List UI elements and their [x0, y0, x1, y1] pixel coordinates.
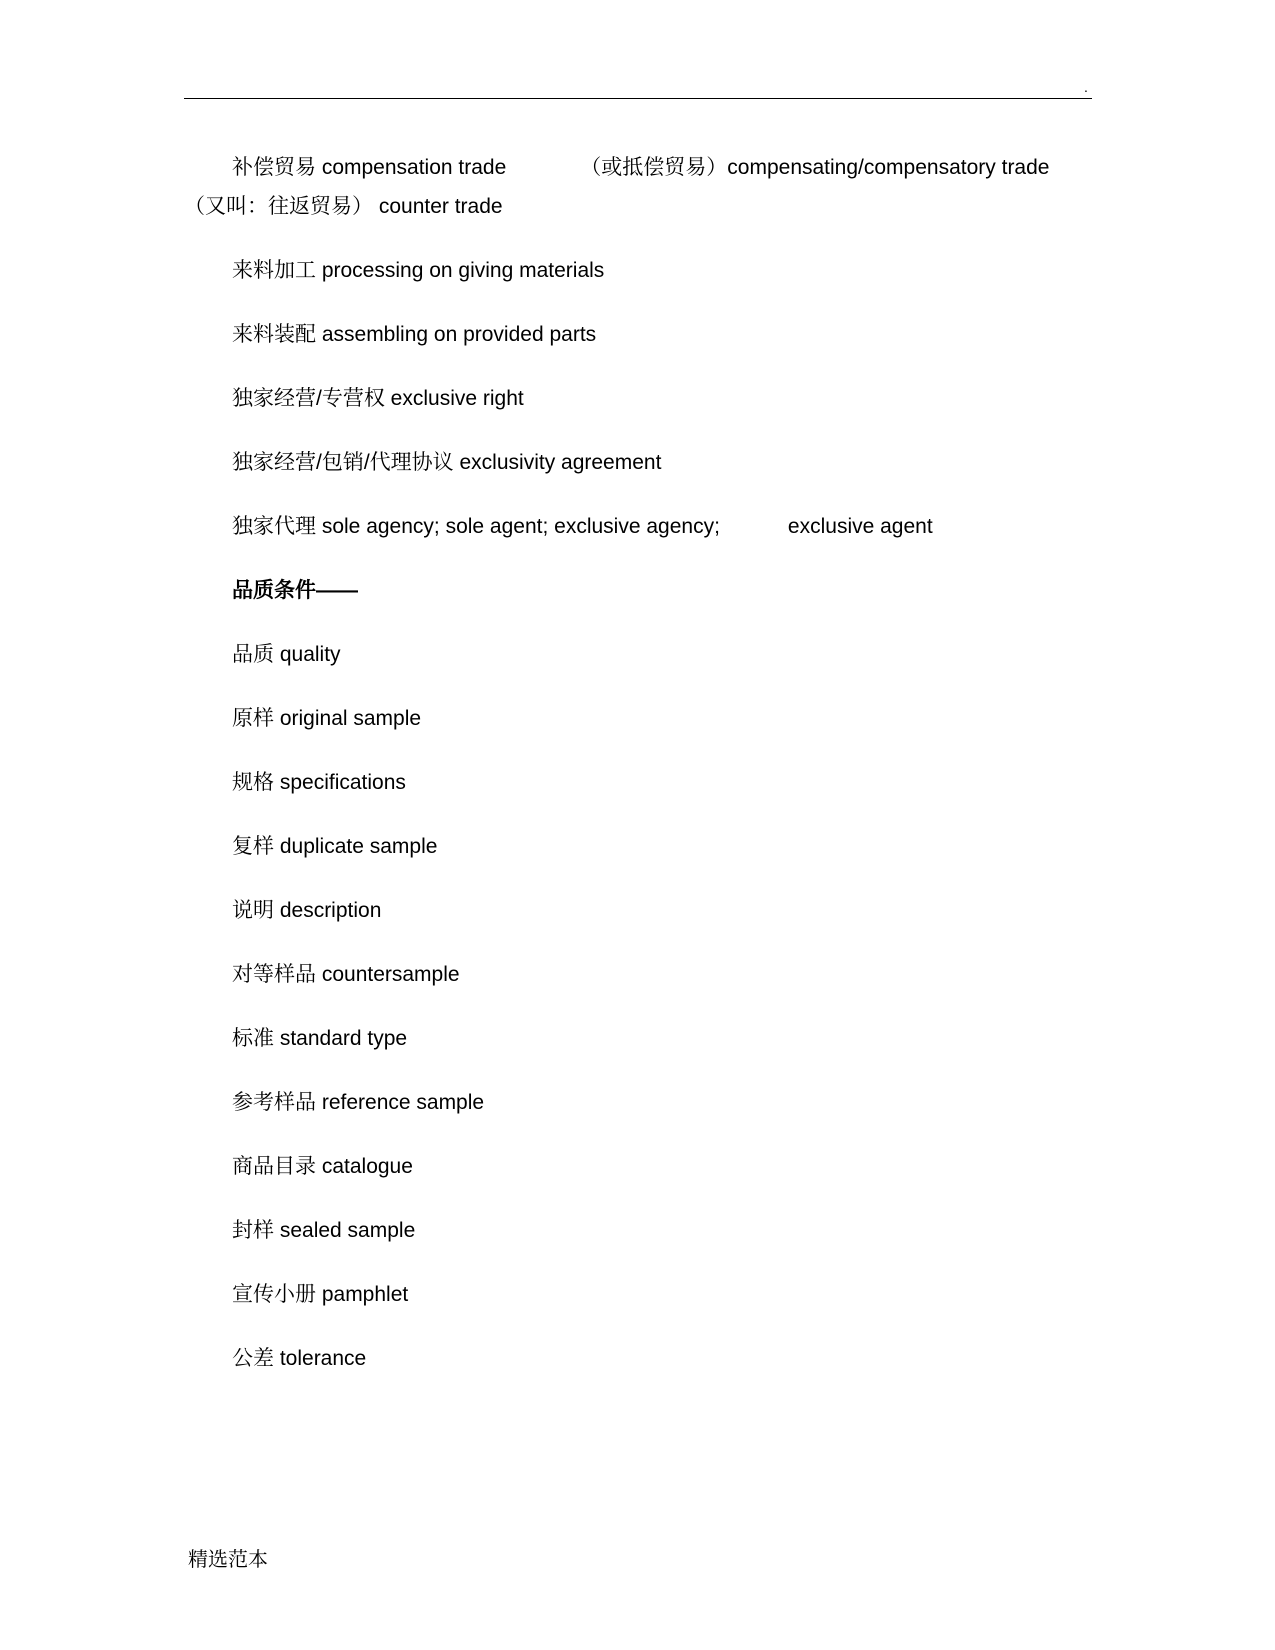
entry-sole-agency	[184, 507, 1092, 546]
entry-exclusive-right: 独家经营/专营权 exclusive right	[232, 387, 524, 410]
entry-tolerance: 公差 tolerance	[232, 1347, 367, 1370]
entry-assembling: 来料装配 assembling on provided parts	[232, 323, 597, 346]
entry-compensation-trade	[184, 148, 1092, 226]
header-mark: .	[1084, 79, 1088, 95]
entry-processing: 来料加工 processing on giving materials	[232, 259, 605, 282]
entry-original-sample: 原样 original sample	[232, 707, 422, 730]
entry-exclusivity-agreement: 独家经营/包销/代理协议 exclusivity agreement	[232, 451, 662, 474]
entry-pamphlet: 宣传小册 pamphlet	[232, 1283, 409, 1306]
entry-specifications: 规格 specifications	[232, 771, 406, 794]
entry-text: exclusive agent	[787, 515, 933, 538]
entry-text: 独家代理 sole agency; sole agent; exclusive agency;	[232, 515, 720, 538]
entry-countersample: 对等样品 countersample	[232, 963, 460, 986]
entry-duplicate-sample: 复样 duplicate sample	[232, 835, 438, 858]
section-heading: 品质条件——	[232, 579, 358, 602]
footer-label: 精选范本	[188, 1549, 268, 1571]
document-body	[184, 148, 1092, 1403]
entry-catalogue: 商品目录 catalogue	[232, 1155, 413, 1178]
entry-standard-type: 标准 standard type	[232, 1027, 408, 1050]
entry-quality: 品质 quality	[232, 643, 341, 666]
entry-reference-sample: 参考样品 reference sample	[232, 1091, 485, 1114]
entry-text: （或抵偿贸易）compensating/compensatory trade （又叫：往返贸易） counter trade	[184, 156, 1050, 218]
entry-text: 补偿贸易 compensation trade	[232, 156, 507, 179]
entry-sealed-sample: 封样 sealed sample	[232, 1219, 416, 1242]
entry-description: 说明 description	[232, 899, 382, 922]
header-rule	[184, 98, 1092, 99]
